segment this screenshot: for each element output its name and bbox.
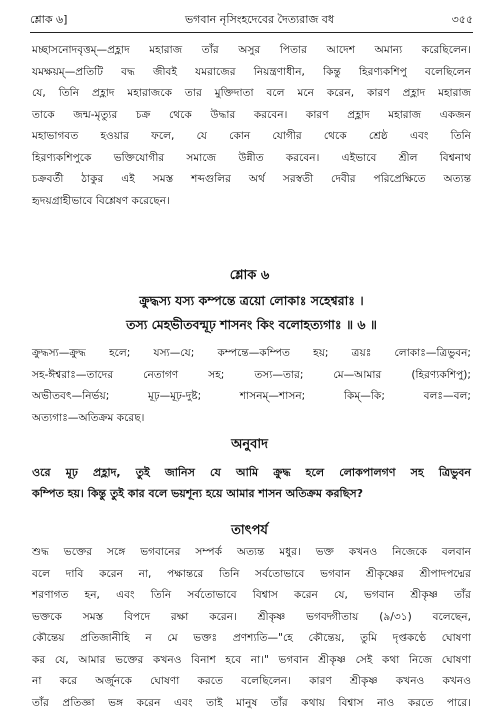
text-line: যে, তিনি প্রহ্লাদ মহারাজকে তার মুক্তিদাতা বলে মনে করেন, কারণ প্রহ্লাদ মহারাজ [32,87,471,99]
purport-heading: তাৎপর্য [231,523,268,538]
text-line: চক্রবর্তী ঠাকুর এই সমস্ত শব্দগুলির অর্থ সরস্বতী দেবীর পরিপ্রেক্ষিতে অত্যন্ত [32,173,471,185]
text-line: না করে অর্জুনকে ঘোষণা করতে বলেছিলেন। কারণ শ্রীকৃষ্ণ কখনও কখনও [32,675,471,687]
header-verse-ref: শ্লোক ৬] [30,12,68,26]
header-page-number: ৩৫৫ [451,12,473,26]
text-line: মচ্ছাসনোদবৃত্তম্—প্রহ্লাদ মহারাজ তাঁর অসুর পিতার আদেশ অমান্য করেছিলেন। [32,44,471,56]
text-line: ভক্তকে সমস্ত বিপদে রক্ষা করেন। শ্রীকৃষ্ণ ভগবদ্গীতায় (৯/৩১) বলেছেন, [32,610,471,623]
synonym-line: অভীতবৎ—নির্ভয়; মূঢ়—মূঢ়-দুষ্ট; শাসনম্—শাসন; কিম্—কি; বলঃ—বল; [32,390,471,402]
text-line: বলে দাবি করেন না, পক্ষান্তরে তিনি সর্বতোভাবে ভগবান শ্রীকৃষ্ণের শ্রীপাদপদ্মের [32,567,471,580]
purport [32,542,471,714]
text-line: শরণাগত হন, এবং তিনি সর্বতোভাবে বিশ্বাস করেন যে, ভগবান শ্রীকৃষ্ণ তাঁর [32,589,471,601]
purport-continued [32,40,471,212]
text-line: কর যে, আমার ভক্তের কখনও বিনাশ হবে না।" ভগবান শ্রীকৃষ্ণ সেই কথা নিজে ঘোষণা [32,653,471,666]
translation-heading: অনুবাদ [231,437,268,452]
verse-line-2: তস্য মেহভীতবন্মূঢ় শাসনং কিং বলোহত্যগাঃ ॥ ৬ ॥ [126,317,377,332]
synonym-line: সহ-ঈশ্বরাঃ—তাদের নেতাগণ সহ; তস্য—তার; মে—আমার (হিরণ্যকশিপু); [32,368,471,381]
text-line: তাঁর প্রতিজ্ঞা ভঙ্গ করেন এবং তাই মানুষ তাঁর কথায় বিশ্বাস নাও করতে পারে। [32,696,471,709]
synonym-line: ক্রুদ্ধস্য—ক্রুদ্ধ হলে; যস্য—যে; কম্পন্তে—কম্পিত হয়; ত্রয়ঃ লোকাঃ—ত্রিভুবন; [32,347,471,359]
translation [32,462,471,504]
text-line: হৃদয়গ্রাহীভাবে বিশ্লেষণ করেছেন। [32,194,170,207]
text-line: শুদ্ধ ভক্তের সঙ্গে ভগবানের সম্পর্ক অত্যন্ত মধুর। ভক্ত কখনও নিজেকে বলবান [32,546,471,558]
synonym-line: অত্যগাঃ—অতিক্রম করেছ। [32,411,145,424]
text-line: মহাভাগবত হওয়ার ফলে, যে কোন যোগীর থেকে শ্রেষ্ঠ এবং তিনি [32,130,471,142]
text-line: তাকে জন্ম-মৃত্যুর চক্র থেকে উদ্ধার করবেন। কারণ প্রহ্লাদ মহারাজ একজন [32,108,471,121]
verse-line-1: ক্রুদ্ধস্য যস্য কম্পন্তে ত্রয়ো লোকাঃ সহেশ্বরাঃ । [139,293,364,308]
page-header [30,10,473,30]
verse-title: শ্লোক ৬ [229,268,270,283]
synonyms [32,343,471,429]
header-divider [30,32,473,33]
translation-line: কম্পিত হয়। কিন্তু তুই কার বলে ভয়শূন্য হয়ে আমার শাসন অতিক্রম করছিস? [32,487,364,500]
text-line: কৌন্তেয় প্রতিজানীহি ন মে ভক্তঃ প্রণশ্যতি—"হে কৌন্তেয়, তুমি দৃপ্তকণ্ঠে ঘোষণা [32,632,471,644]
text-line: হিরণ্যকশিপুকে ভক্তিযোগীর সমাজে উন্নীত করবেন। এইভাবে শ্রীল বিশ্বনাথ [32,151,471,164]
header-chapter-title: ভগবান নৃসিংহদেবের দৈত্যরাজ বধ [184,12,335,26]
translation-line: ওরে মূঢ় প্রহ্লাদ, তুই জানিস যে আমি ক্রুদ্ধ হলে লোকপালগণ সহ ত্রিভুবন [32,466,471,479]
text-line: যমক্ষয়ম্—প্রতিটি বদ্ধ জীবই যমরাজের নিয়ন্ত্রণাধীন, কিন্তু হিরণ্যকশিপু বলেছিলেন [32,65,471,78]
